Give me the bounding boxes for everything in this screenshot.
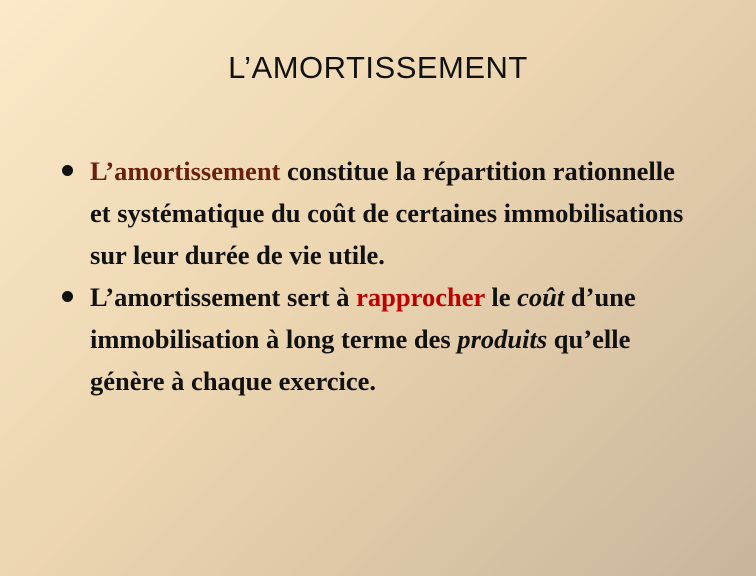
slide-title: L’AMORTISSEMENT	[228, 50, 528, 85]
purpose-text-3: d’une immobilisation à long terme des	[90, 282, 636, 354]
highlight-rapprocher: rapprocher	[356, 282, 485, 312]
purpose-text-1: L’amortissement sert à	[90, 282, 357, 312]
purpose-text-4: qu’elle génère à chaque exercice.	[90, 324, 631, 396]
bullet-list	[62, 150, 702, 402]
purpose-text-2: le	[484, 282, 518, 312]
bullet-dot-icon	[62, 165, 73, 176]
italic-cout: coût	[517, 282, 565, 312]
bullet-item-definition	[62, 150, 702, 276]
term-amortissement: L’amortissement	[90, 156, 281, 186]
bullet-item-purpose	[62, 276, 702, 402]
bullet-dot-icon	[62, 291, 73, 302]
definition-text: constitue la répartition rationnelle et systématique du coût de certaines immobilisations sur leur durée de vie utile.	[90, 156, 684, 270]
italic-produits: produits	[457, 324, 548, 354]
